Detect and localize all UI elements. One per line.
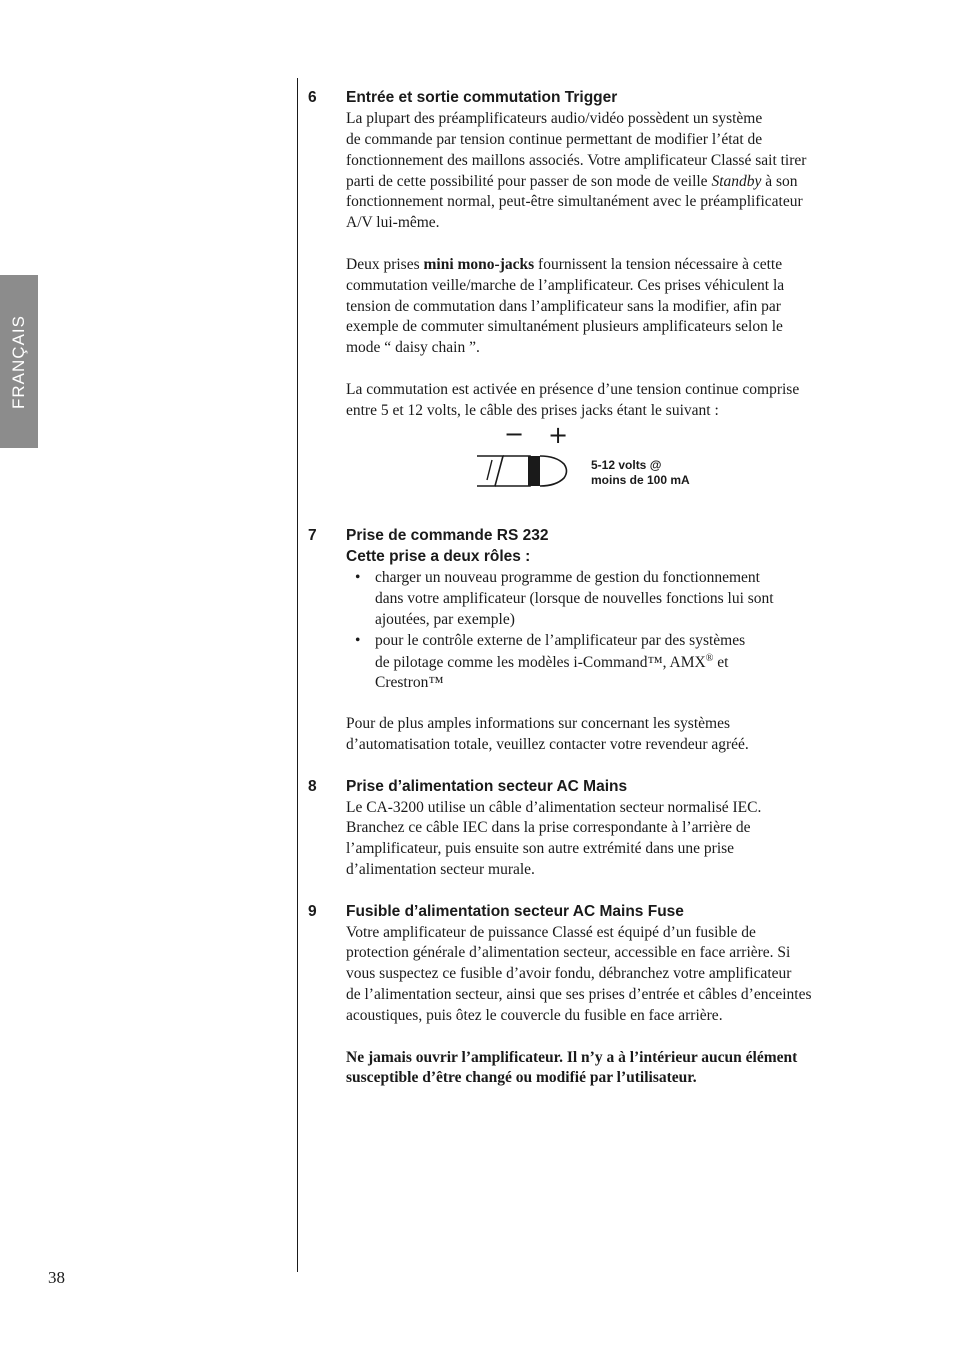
section-6-text: fonctionnement des maillons associés. Votre amplificateur Classé sait tirer (346, 152, 807, 169)
section-8-text: Branchez ce câble IEC dans la prise correspondante à l’arrière de (346, 819, 751, 836)
section-6-text: La commutation est activée en présence d’une tension continue comprise (346, 381, 800, 398)
section-6-text: exemple de commuter simultanément plusieurs amplificateurs selon le (346, 318, 783, 335)
mono-jack-icon (474, 454, 574, 490)
section-9-text: Votre amplificateur de puissance Classé est équipé d’un fusible de (346, 924, 756, 941)
bullet-text: pour le contrôle externe de l’amplificateur par des systèmes (375, 632, 746, 649)
plus-sign: + (548, 421, 569, 449)
section-6-text: parti de cette possibilité pour passer de son mode de veille Standby à son (346, 173, 798, 190)
section-7-subtitle: Cette prise a deux rôles : (346, 548, 531, 565)
section-7-text: d’automatisation totale, veuillez contacter votre revendeur agréé. (346, 736, 749, 753)
bullet-point: • (355, 632, 361, 649)
section-8-number: 8 (308, 778, 317, 795)
section-9-text: de l’alimentation secteur, ainsi que ses prises d’entrée et câbles d’enceintes (346, 986, 812, 1003)
section-6-text: A/V lui-même. (346, 214, 440, 231)
column-divider (297, 78, 298, 1272)
bullet-text: charger un nouveau programme de gestion du fonctionnement (375, 569, 760, 586)
section-8-text: Le CA-3200 utilise un câble d’alimentation secteur normalisé IEC. (346, 799, 762, 816)
voltage-label: 5-12 volts @ (591, 458, 662, 472)
section-6-text: tension de commutation dans l’amplificateur sans la modifier, afin par (346, 298, 781, 315)
standby-term: Standby (711, 173, 762, 190)
section-6-text: mode “ daisy chain ”. (346, 339, 480, 356)
bullet-text: Crestron™ (375, 674, 444, 691)
section-6-number: 6 (308, 89, 317, 106)
section-7-number: 7 (308, 527, 317, 544)
section-6-text: de commande par tension continue permettant de modifier l’état de (346, 131, 763, 148)
section-9-text: acoustiques, puis ôtez le couvercle du fusible en face arrière. (346, 1007, 723, 1024)
bullet-text: dans votre amplificateur (lorsque de nouvelles fonctions lui sont (375, 590, 774, 607)
current-label: moins de 100 mA (591, 473, 690, 487)
bullet-text: ajoutées, par exemple) (375, 611, 515, 628)
section-7-title: Prise de commande RS 232 (346, 527, 549, 544)
section-6-text: commutation veille/marche de l’amplificateur. Ces prises véhiculent la (346, 277, 785, 294)
bullet-text: de pilotage comme les modèles i-Command™, AMX® et (375, 653, 729, 672)
section-8-text: d’alimentation secteur murale. (346, 861, 535, 878)
section-8-text: l’amplificateur, puis ensuite son autre extrémité dans une prise (346, 840, 735, 857)
warning-text: susceptible d’être changé ou modifié par l’utilisateur. (346, 1069, 697, 1086)
section-6-text: entre 5 et 12 volts, le câble des prises jacks étant le suivant : (346, 402, 719, 419)
minus-sign: − (504, 420, 525, 448)
section-6-text: La plupart des préamplificateurs audio/vidéo possèdent un système (346, 110, 763, 127)
section-9-number: 9 (308, 903, 317, 920)
language-label: FRANÇAIS (9, 314, 28, 409)
section-9-text: protection générale d’alimentation secteur, accessible en face arrière. Si (346, 944, 791, 961)
section-9-title: Fusible d’alimentation secteur AC Mains Fuse (346, 903, 684, 920)
section-9-text: vous suspectez ce fusible d’avoir fondu, débranchez votre amplificateur (346, 965, 792, 982)
warning-text: Ne jamais ouvrir l’amplificateur. Il n’y a à l’intérieur aucun élément (346, 1049, 798, 1066)
section-7-text: Pour de plus amples informations sur concernant les systèmes (346, 715, 730, 732)
mini-mono-jacks-term: mini mono-jacks (423, 256, 535, 273)
bullet-point: • (355, 569, 361, 586)
section-6-text: fonctionnement normal, peut-être simultanément avec le préamplificateur (346, 193, 803, 210)
registered-mark: ® (705, 653, 714, 664)
section-6-title: Entrée et sortie commutation Trigger (346, 89, 618, 106)
language-tab (0, 275, 38, 448)
section-8-title: Prise d’alimentation secteur AC Mains (346, 778, 628, 795)
section-6-text: Deux prises mini mono-jacks fournissent la tension nécessaire à cette (346, 256, 783, 273)
page-number: 38 (48, 1268, 65, 1287)
